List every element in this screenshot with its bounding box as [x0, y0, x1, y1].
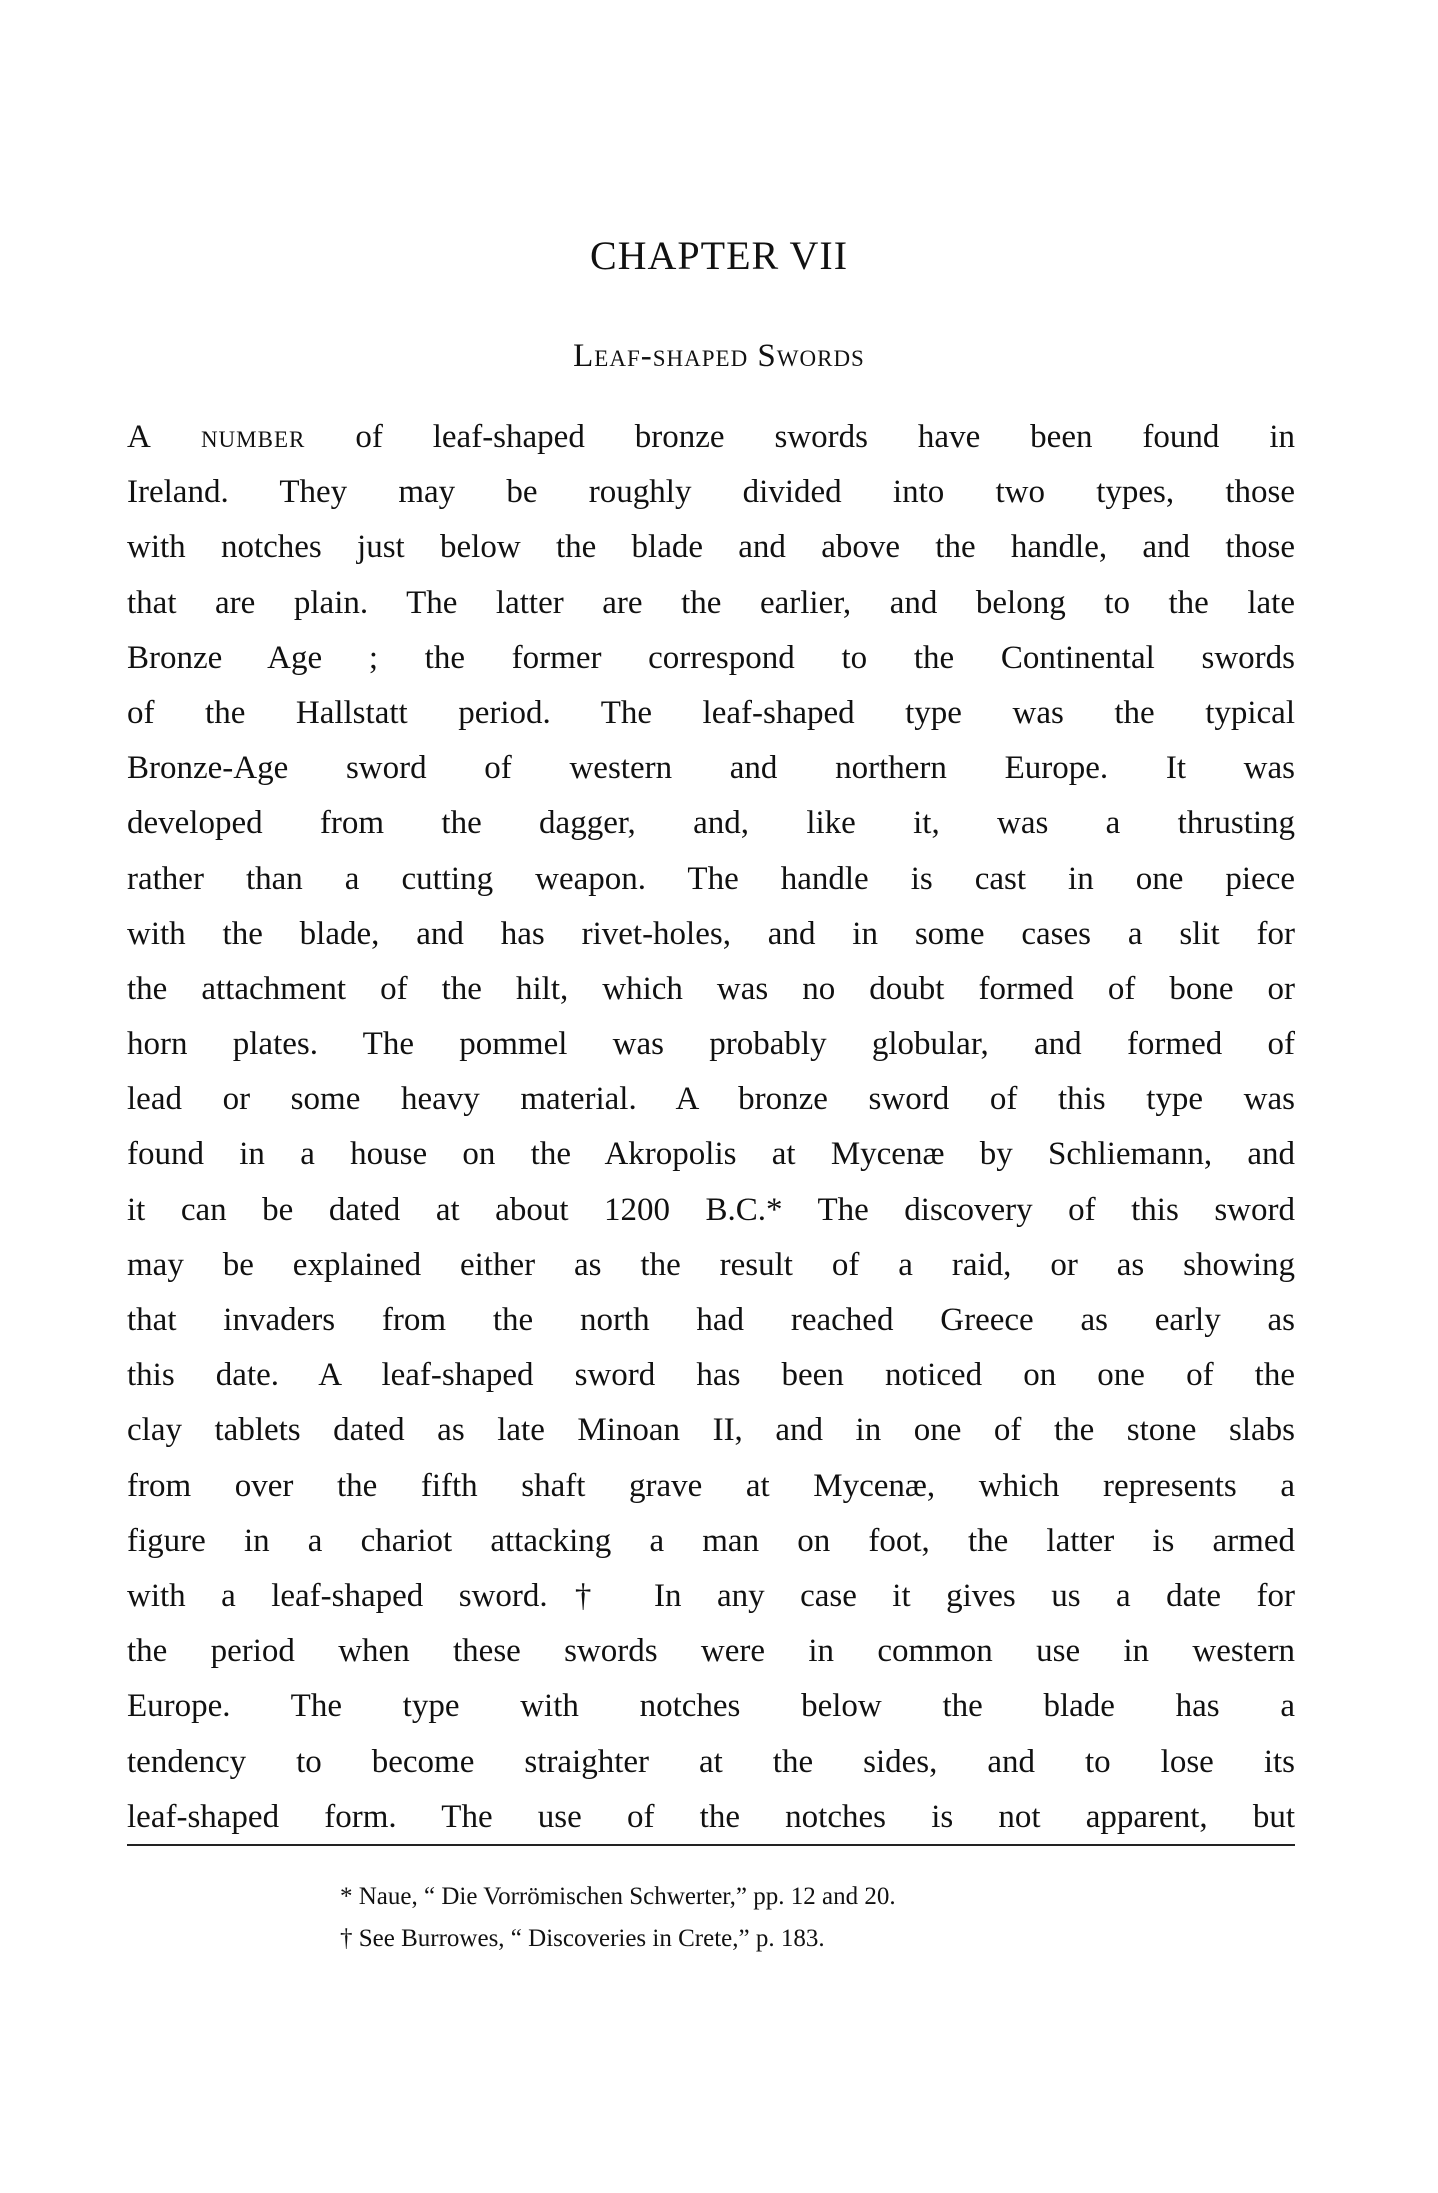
body-line: the period when these swords were in common use in western [127, 1633, 1295, 1670]
body-line: Ireland. They may be roughly divided into two types, those [127, 474, 1295, 511]
body-line: tendency to become straighter at the sides, and to lose its [127, 1743, 1295, 1780]
body-line: developed from the dagger, and, like it, was a thrusting [127, 805, 1295, 842]
body-line: with a leaf-shaped sword.† In any case it gives us a date for [127, 1577, 1295, 1614]
body-line: this date. A leaf-shaped sword has been noticed on one of the [127, 1357, 1295, 1394]
body-line: that are plain. The latter are the earlier, and belong to the late [127, 584, 1295, 621]
body-line: with the blade, and has rivet-holes, and in some cases a slit for [127, 915, 1295, 952]
body-line: with notches just below the blade and above the handle, and those [127, 529, 1295, 566]
body-line: may be explained either as the result of a raid, or as showing [127, 1246, 1295, 1283]
body-text [127, 410, 1295, 1845]
chapter-subtitle: Leaf-shaped Swords [573, 338, 865, 374]
body-line: Bronze-Age sword of western and northern Europe. It was [127, 750, 1295, 787]
body-line: from over the fifth shaft grave at Mycenæ, which represents a [127, 1467, 1295, 1504]
body-line: that invaders from the north had reached Greece as early as [127, 1302, 1295, 1338]
body-line: found in a house on the Akropolis at Mycenæ by Schliemann, and [127, 1136, 1295, 1173]
chapter-title: CHAPTER VII [589, 233, 849, 278]
body-line: lead or some heavy material. A bronze sword of this type was [127, 1081, 1295, 1118]
footnote-naue: * Naue, “ Die Vorrömischen Schwerter,” pp. 12 and 20. [340, 1883, 896, 1910]
body-line-text: of leaf-shaped bronze swords have been found in [355, 419, 1295, 455]
body-line: it can be dated at about 1200 B.C.* The discovery of this sword [127, 1191, 1295, 1228]
footnotes [340, 1876, 1240, 1960]
body-line: Europe. The type with notches below the blade has a [127, 1688, 1295, 1725]
lead-in-small-caps: A number [127, 419, 306, 455]
body-line: rather than a cutting weapon. The handle is cast in one piece [127, 860, 1295, 897]
body-line: figure in a chariot attacking a man on foot, the latter is armed [127, 1522, 1295, 1559]
body-line [127, 410, 1295, 465]
body-line: clay tablets dated as late Minoan II, and in one of the stone slabs [127, 1412, 1295, 1449]
body-line: Bronze Age ; the former correspond to the Continental swords [127, 639, 1295, 676]
body-line: leaf-shaped form. The use of the notches is not apparent, but [127, 1798, 1295, 1835]
body-line: the attachment of the hilt, which was no doubt formed of bone or [127, 970, 1295, 1007]
footnote-divider [127, 1844, 1295, 1846]
body-line: of the Hallstatt period. The leaf-shaped type was the typical [127, 694, 1295, 731]
body-line: horn plates. The pommel was probably globular, and formed of [127, 1026, 1295, 1063]
footnote-burrowes: † See Burrowes, “ Discoveries in Crete,” p. 183. [340, 1925, 825, 1952]
